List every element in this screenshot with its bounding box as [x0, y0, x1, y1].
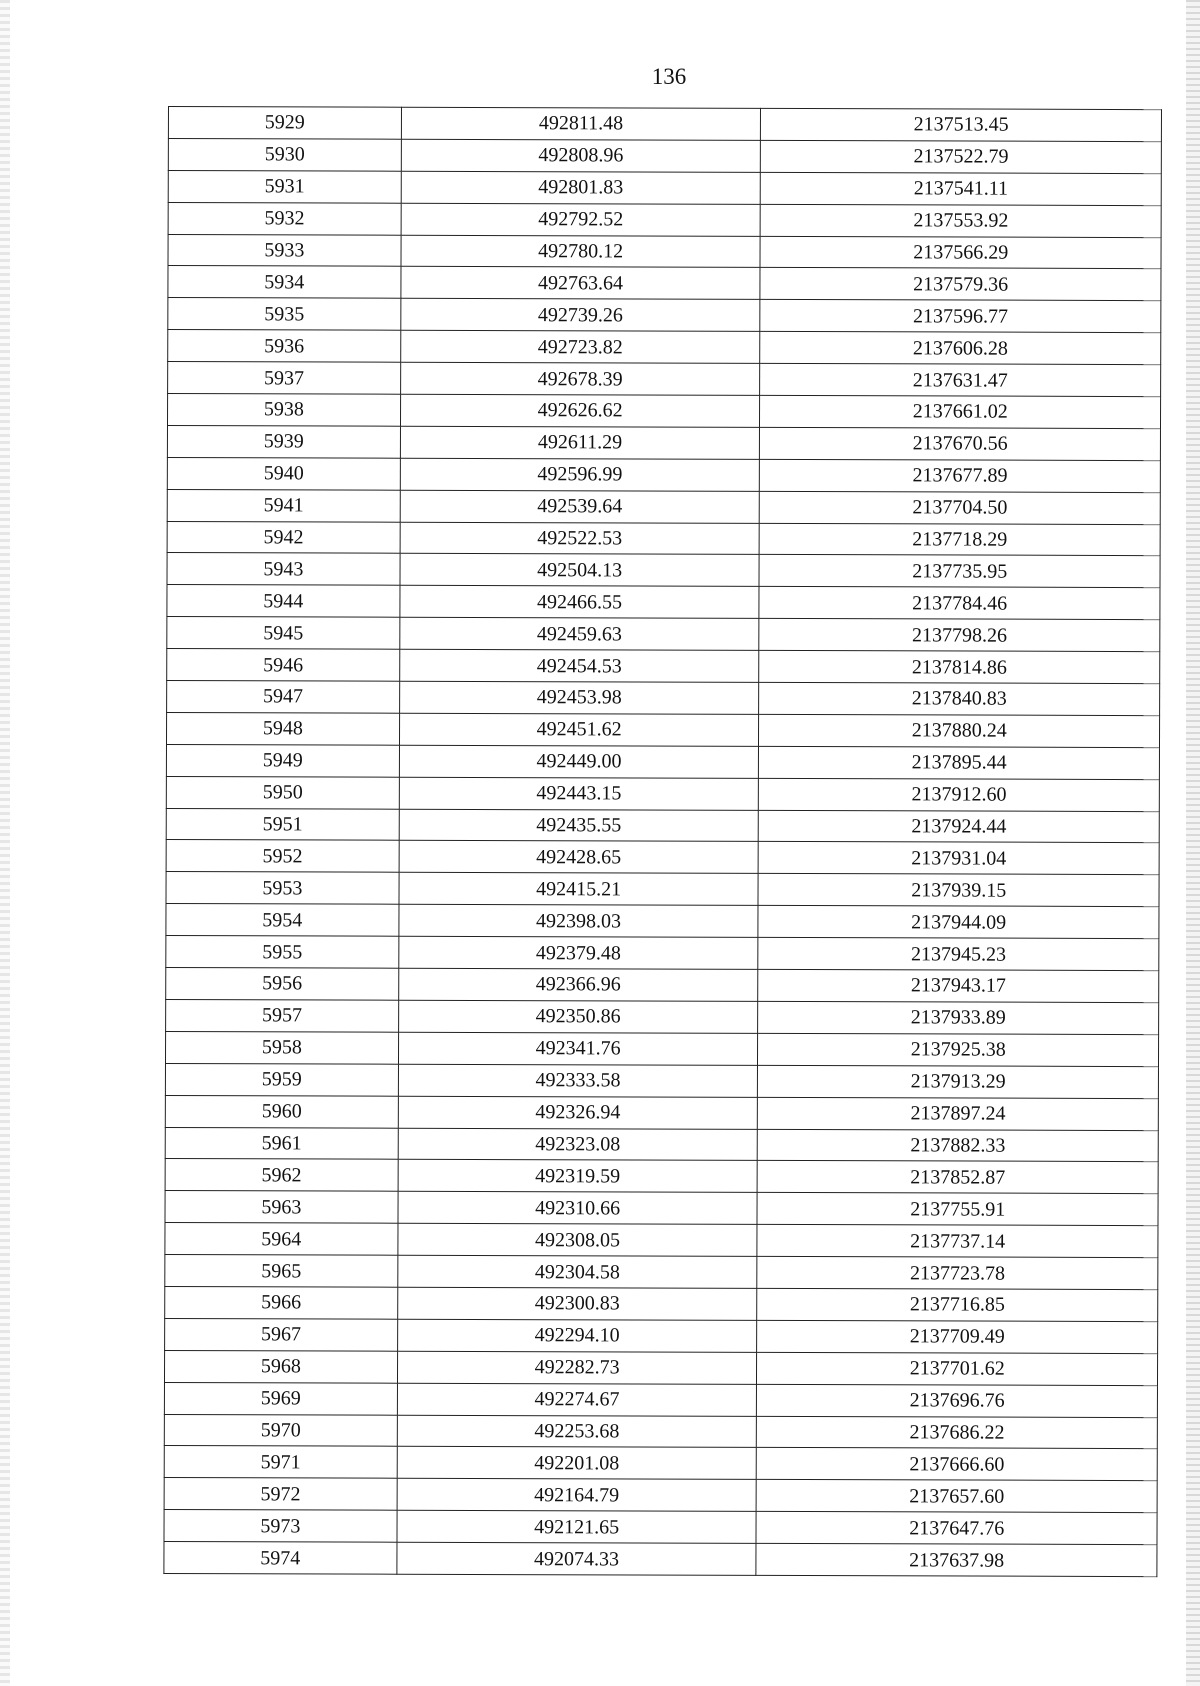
x-coordinate-cell: 492323.08: [398, 1128, 758, 1161]
y-coordinate-cell: 2137897.24: [758, 1097, 1159, 1130]
x-coordinate-cell: 492415.21: [399, 873, 759, 906]
y-coordinate-cell: 2137924.44: [759, 810, 1160, 843]
table-row: [166, 904, 1159, 939]
y-coordinate-cell: 2137661.02: [760, 395, 1161, 428]
table-row: [164, 1478, 1157, 1513]
x-coordinate-cell: 492319.59: [398, 1160, 758, 1193]
y-coordinate-cell: 2137677.89: [760, 459, 1161, 492]
y-coordinate-cell: 2137718.29: [759, 523, 1160, 556]
point-number-cell: 5944: [167, 585, 400, 618]
y-coordinate-cell: 2137579.36: [760, 268, 1161, 301]
x-coordinate-cell: 492611.29: [400, 426, 760, 459]
page-number: 136: [651, 64, 687, 89]
x-coordinate-cell: 492282.73: [397, 1351, 757, 1384]
y-coordinate-cell: 2137709.49: [757, 1320, 1158, 1353]
table-row: [168, 107, 1161, 142]
point-number-cell: 5930: [168, 138, 401, 171]
table-row: [167, 585, 1160, 620]
y-coordinate-cell: 2137913.29: [758, 1065, 1159, 1098]
table-row: [164, 1382, 1157, 1417]
table-row: [164, 1446, 1157, 1481]
x-coordinate-cell: 492811.48: [401, 107, 761, 140]
point-number-cell: 5964: [165, 1223, 398, 1256]
x-coordinate-cell: 492350.86: [398, 1000, 758, 1033]
y-coordinate-cell: 2137925.38: [758, 1033, 1159, 1066]
y-coordinate-cell: 2137522.79: [761, 140, 1162, 173]
table-row: [165, 1318, 1158, 1353]
y-coordinate-cell: 2137596.77: [760, 300, 1161, 333]
table-row: [166, 872, 1159, 907]
point-number-cell: 5935: [168, 298, 401, 331]
table-row: [167, 649, 1160, 684]
x-coordinate-cell: 492808.96: [401, 139, 761, 172]
y-coordinate-cell: 2137755.91: [757, 1193, 1158, 1226]
y-coordinate-cell: 2137784.46: [759, 587, 1160, 620]
y-coordinate-cell: 2137880.24: [759, 714, 1160, 747]
table-row: [166, 999, 1159, 1034]
point-number-cell: 5962: [165, 1159, 398, 1192]
y-coordinate-cell: 2137637.98: [756, 1543, 1157, 1576]
table-row: [167, 617, 1160, 652]
table-row: [168, 170, 1161, 205]
table-row: [165, 1191, 1158, 1226]
point-number-cell: 5971: [164, 1446, 397, 1479]
x-coordinate-cell: 492504.13: [400, 554, 760, 587]
point-number-cell: 5936: [168, 330, 401, 363]
point-number-cell: 5965: [165, 1255, 398, 1288]
y-coordinate-cell: 2137912.60: [759, 778, 1160, 811]
table-body: [164, 107, 1162, 1577]
point-number-cell: 5960: [165, 1095, 398, 1128]
table-row: [165, 1127, 1158, 1162]
y-coordinate-cell: 2137939.15: [758, 874, 1159, 907]
y-coordinate-cell: 2137931.04: [758, 842, 1159, 875]
x-coordinate-cell: 492539.64: [400, 490, 760, 523]
x-coordinate-cell: 492443.15: [399, 777, 759, 810]
y-coordinate-cell: 2137631.47: [760, 363, 1161, 396]
y-coordinate-cell: 2137895.44: [759, 746, 1160, 779]
point-number-cell: 5943: [167, 553, 400, 586]
x-coordinate-cell: 492522.53: [400, 522, 760, 555]
table-row: [167, 425, 1160, 460]
x-coordinate-cell: 492274.67: [397, 1383, 757, 1416]
table-row: [168, 234, 1161, 269]
table-row: [167, 489, 1160, 524]
point-number-cell: 5953: [166, 872, 399, 905]
table-row: [165, 1031, 1158, 1066]
table-row: [167, 681, 1160, 716]
point-number-cell: 5955: [166, 936, 399, 969]
point-number-cell: 5947: [167, 681, 400, 714]
y-coordinate-cell: 2137696.76: [757, 1384, 1158, 1417]
y-coordinate-cell: 2137840.83: [759, 682, 1160, 715]
point-number-cell: 5963: [165, 1191, 398, 1224]
point-number-cell: 5949: [166, 744, 399, 777]
y-coordinate-cell: 2137944.09: [758, 906, 1159, 939]
x-coordinate-cell: 492333.58: [398, 1064, 758, 1097]
table-row: [166, 840, 1159, 875]
x-coordinate-cell: 492341.76: [398, 1032, 758, 1065]
x-coordinate-cell: 492253.68: [397, 1415, 757, 1448]
table-row: [168, 138, 1161, 173]
table-row: [165, 1159, 1158, 1194]
table-row: [166, 808, 1159, 843]
x-coordinate-cell: 492164.79: [397, 1479, 757, 1512]
table-row: [165, 1286, 1158, 1321]
point-number-cell: 5961: [165, 1127, 398, 1160]
y-coordinate-cell: 2137513.45: [761, 108, 1162, 141]
x-coordinate-cell: 492121.65: [397, 1510, 757, 1543]
y-coordinate-cell: 2137670.56: [760, 427, 1161, 460]
table-row: [165, 1063, 1158, 1098]
x-coordinate-cell: 492294.10: [397, 1319, 757, 1352]
x-coordinate-cell: 492300.83: [397, 1287, 757, 1320]
point-number-cell: 5952: [166, 840, 399, 873]
table-row: [164, 1542, 1157, 1577]
y-coordinate-cell: 2137606.28: [760, 332, 1161, 365]
x-coordinate-cell: 492763.64: [401, 267, 761, 300]
x-coordinate-cell: 492308.05: [398, 1223, 758, 1256]
table-row: [167, 553, 1160, 588]
table-row: [166, 968, 1159, 1003]
table-row: [165, 1095, 1158, 1130]
point-number-cell: 5937: [168, 362, 401, 395]
point-number-cell: 5950: [166, 776, 399, 809]
point-number-cell: 5933: [168, 234, 401, 267]
table-row: [167, 521, 1160, 556]
table-row: [166, 936, 1159, 971]
y-coordinate-cell: 2137647.76: [756, 1512, 1157, 1545]
point-number-cell: 5956: [166, 968, 399, 1001]
table-row: [164, 1414, 1157, 1449]
x-coordinate-cell: 492451.62: [399, 713, 759, 746]
point-number-cell: 5946: [167, 649, 400, 682]
table-row: [164, 1510, 1157, 1545]
x-coordinate-cell: 492428.65: [399, 841, 759, 874]
table-row: [166, 776, 1159, 811]
y-coordinate-cell: 2137814.86: [759, 651, 1160, 684]
y-coordinate-cell: 2137704.50: [760, 491, 1161, 524]
x-coordinate-cell: 492074.33: [397, 1542, 757, 1575]
y-coordinate-cell: 2137723.78: [757, 1256, 1158, 1289]
x-coordinate-cell: 492366.96: [398, 968, 758, 1001]
point-number-cell: 5941: [167, 489, 400, 522]
x-coordinate-cell: 492304.58: [398, 1255, 758, 1288]
coordinate-table: [163, 106, 1162, 1577]
table-row: [168, 266, 1161, 301]
table-row: [168, 330, 1161, 365]
point-number-cell: 5959: [165, 1063, 398, 1096]
table-row: [168, 362, 1161, 397]
point-number-cell: 5939: [167, 425, 400, 458]
point-number-cell: 5970: [164, 1414, 397, 1447]
table-row: [166, 712, 1159, 747]
y-coordinate-cell: 2137945.23: [758, 938, 1159, 971]
y-coordinate-cell: 2137657.60: [756, 1480, 1157, 1513]
y-coordinate-cell: 2137553.92: [760, 204, 1161, 237]
scan-edge-left: [0, 0, 10, 1686]
y-coordinate-cell: 2137933.89: [758, 1001, 1159, 1034]
x-coordinate-cell: 492466.55: [400, 586, 760, 619]
table-row: [167, 457, 1160, 492]
table-row: [168, 298, 1161, 333]
x-coordinate-cell: 492596.99: [400, 458, 760, 491]
point-number-cell: 5940: [167, 457, 400, 490]
y-coordinate-cell: 2137798.26: [759, 619, 1160, 652]
point-number-cell: 5945: [167, 617, 400, 650]
point-number-cell: 5958: [165, 1031, 398, 1064]
y-coordinate-cell: 2137735.95: [759, 555, 1160, 588]
point-number-cell: 5969: [164, 1382, 397, 1415]
point-number-cell: 5942: [167, 521, 400, 554]
y-coordinate-cell: 2137882.33: [758, 1129, 1159, 1162]
x-coordinate-cell: 492739.26: [401, 299, 761, 332]
x-coordinate-cell: 492792.52: [401, 203, 761, 236]
x-coordinate-cell: 492201.08: [397, 1447, 757, 1480]
y-coordinate-cell: 2137852.87: [757, 1161, 1158, 1194]
point-number-cell: 5968: [164, 1350, 397, 1383]
point-number-cell: 5957: [166, 999, 399, 1032]
point-number-cell: 5951: [166, 808, 399, 841]
point-number-cell: 5932: [168, 202, 401, 235]
y-coordinate-cell: 2137566.29: [760, 236, 1161, 269]
x-coordinate-cell: 492454.53: [399, 649, 759, 682]
x-coordinate-cell: 492449.00: [399, 745, 759, 778]
x-coordinate-cell: 492435.55: [399, 809, 759, 842]
x-coordinate-cell: 492310.66: [398, 1192, 758, 1225]
x-coordinate-cell: 492678.39: [400, 362, 760, 395]
y-coordinate-cell: 2137541.11: [761, 172, 1162, 205]
point-number-cell: 5931: [168, 170, 401, 203]
x-coordinate-cell: 492801.83: [401, 171, 761, 204]
scan-edge-right: [1186, 0, 1200, 1686]
y-coordinate-cell: 2137943.17: [758, 969, 1159, 1002]
point-number-cell: 5934: [168, 266, 401, 299]
x-coordinate-cell: 492453.98: [399, 681, 759, 714]
x-coordinate-cell: 492459.63: [400, 617, 760, 650]
point-number-cell: 5974: [164, 1542, 397, 1575]
point-number-cell: 5954: [166, 904, 399, 937]
point-number-cell: 5948: [166, 712, 399, 745]
table-row: [164, 1350, 1157, 1385]
point-number-cell: 5973: [164, 1510, 397, 1543]
table-row: [168, 202, 1161, 237]
y-coordinate-cell: 2137666.60: [757, 1448, 1158, 1481]
point-number-cell: 5967: [165, 1318, 398, 1351]
point-number-cell: 5972: [164, 1478, 397, 1511]
x-coordinate-cell: 492780.12: [401, 235, 761, 268]
y-coordinate-cell: 2137686.22: [757, 1416, 1158, 1449]
table-row: [167, 394, 1160, 429]
x-coordinate-cell: 492626.62: [400, 394, 760, 427]
point-number-cell: 5929: [168, 107, 401, 140]
x-coordinate-cell: 492379.48: [399, 936, 759, 969]
table-row: [165, 1223, 1158, 1258]
y-coordinate-cell: 2137716.85: [757, 1288, 1158, 1321]
table-row: [166, 744, 1159, 779]
point-number-cell: 5966: [165, 1286, 398, 1319]
point-number-cell: 5938: [167, 394, 400, 427]
y-coordinate-cell: 2137737.14: [757, 1225, 1158, 1258]
x-coordinate-cell: 492326.94: [398, 1096, 758, 1129]
x-coordinate-cell: 492723.82: [400, 330, 760, 363]
table-row: [165, 1255, 1158, 1290]
y-coordinate-cell: 2137701.62: [757, 1352, 1158, 1385]
x-coordinate-cell: 492398.03: [399, 904, 759, 937]
